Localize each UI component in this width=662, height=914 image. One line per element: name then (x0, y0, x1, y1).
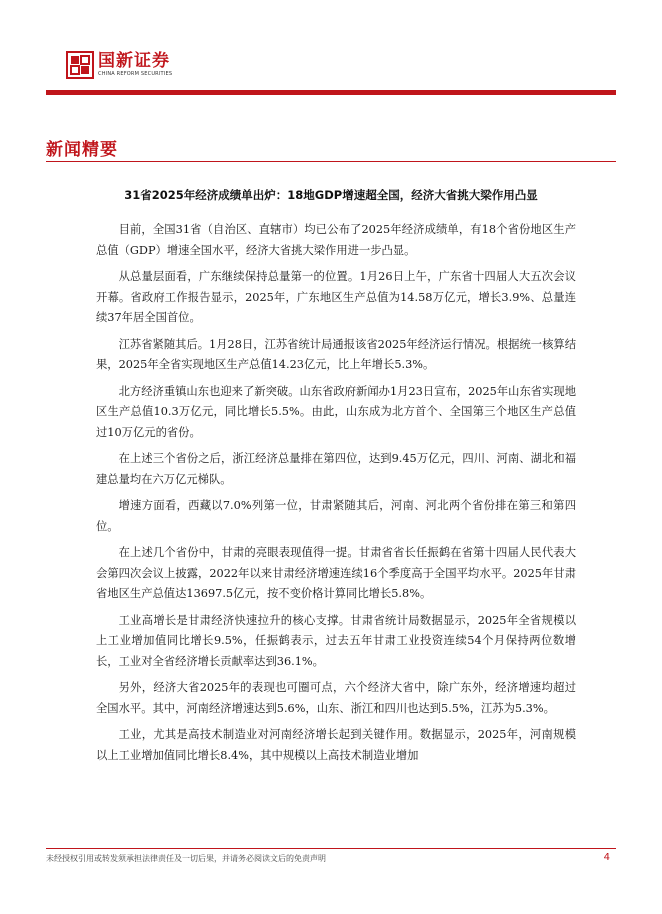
paragraph: 江苏省紧随其后。1月28日，江苏省统计局通报该省2025年经济运行情况。根据统一核算结果，2025年全省实现地区生产总值14.23亿元，比上年增长5.3%。 (96, 337, 576, 371)
logo-chinese-name: 国新证券 (98, 51, 170, 71)
logo-english-name: CHINA REFORM SECURITIES (98, 71, 173, 77)
footer-divider (46, 848, 616, 849)
logo-wordmark (98, 52, 172, 78)
logo-icon (66, 51, 94, 79)
report-header (66, 50, 172, 80)
header-divider (46, 90, 616, 95)
paragraph: 工业高增长是甘肃经济快速拉升的核心支撑。甘肃省统计局数据显示，2025年全省规模以上工业增加值同比增长9.5%，任振鹤表示，过去五年甘肃工业投资连续54个月保持两位数增长，工业对全省经济增长贡献率达到36.1%。 (96, 613, 576, 668)
paragraph: 在上述几个省份中，甘肃的亮眼表现值得一提。甘肃省省长任振鹤在省第十四届人民代表大会第四次会议上披露，2022年以来甘肃经济增速连续16个季度高于全国平均水平。2025年甘肃省地区生产总值达13697.5亿元，按不变价格计算同比增长5.8%。 (96, 546, 576, 600)
paragraph: 工业，尤其是高技术制造业对河南经济增长起到关键作用。数据显示，2025年，河南规模以上工业增加值同比增长8.4%，其中规模以上高技术制造业增加 (96, 728, 576, 762)
paragraph: 另外，经济大省2025年的表现也可圈可点，六个经济大省中，除广东外，经济增速均超过全国水平。其中，河南经济增速达到5.6%，山东、浙江和四川也达到5.5%，江苏为5.3%。 (96, 681, 576, 715)
page-number: 4 (603, 852, 610, 863)
paragraph: 目前，全国31省（自治区、直辖市）均已公布了2025年经济成绩单，有18个省份地区生产总值（GDP）增速全国水平，经济大省挑大梁作用进一步凸显。 (96, 223, 576, 257)
paragraph: 增速方面看，西藏以7.0%列第一位，甘肃紧随其后，河南、河北两个省份排在第三和第四位。 (96, 499, 576, 533)
paragraph: 在上述三个省份之后，浙江经济总量排在第四位，达到9.45万亿元，四川、河南、湖北和福建总量均在六万亿元梯队。 (96, 452, 576, 486)
disclaimer-note: 未经授权引用或转发须承担法律责任及一切后果，并请务必阅读文后的免责声明 (46, 854, 326, 863)
article-body (96, 220, 576, 772)
article-title: 31省2025年经济成绩单出炉：18地GDP增速超全国，经济大省挑大梁作用凸显 (124, 188, 538, 202)
paragraph: 北方经济重镇山东也迎来了新突破。山东省政府新闻办1月23日宣布，2025年山东省实现地区生产总值10.3万亿元，同比增长5.5%。由此，山东成为北方首个、全国第三个地区生产总值过10万亿元的省份。 (96, 384, 576, 439)
paragraph: 从总量层面看，广东继续保持总量第一的位置。1月26日上午，广东省十四届人大五次会议开幕。省政府工作报告显示，2025年，广东地区生产总值为14.58万亿元，增长3.9%、总量连续37年居全国首位。 (96, 270, 576, 324)
section-divider (46, 161, 616, 162)
section-title: 新闻精要 (46, 140, 118, 160)
